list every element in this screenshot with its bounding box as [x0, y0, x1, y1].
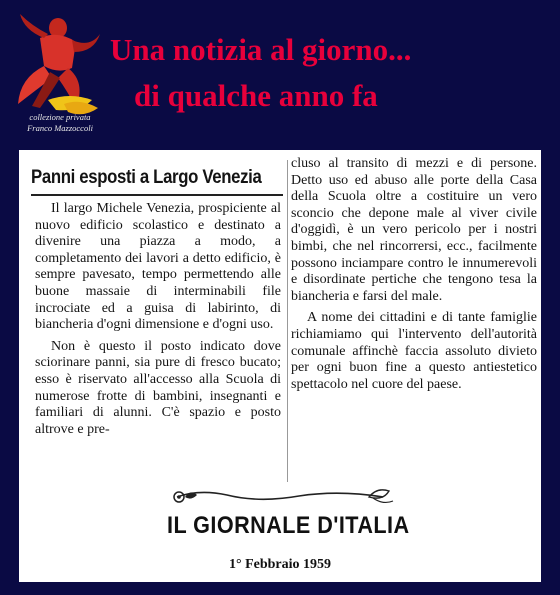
- article-column-2: [291, 156, 537, 393]
- article-title: Panni esposti a Largo Venezia: [31, 166, 262, 188]
- paragraph-1: Il largo Michele Venezia, prospiciente al nuovo edificio scolastico e destinato a divenire una piazza a modo, a completamento dei lavori a detto edificio, è sempre pavesato, tempo permettendo alle buone massaie di interminabili file incrociate ed a guisa di labirinto, di biancheria d'ogni dimensione e d'ogni uso.: [35, 201, 281, 333]
- paragraph-2: Non è questo il posto indicato dove sciorinare panni, sia pure di fresco bucato; esso è riservato all'accesso alla Scuola di numerose frotte di bambini, insegnanti e familiari di alunni. C'è spazio e posto altrove e pre-: [35, 338, 281, 437]
- publication-date: 1° Febbraio 1959: [228, 557, 332, 572]
- article: [31, 156, 535, 486]
- headline-line-2: di qualche anno fa: [134, 78, 378, 113]
- logo-caption: [12, 112, 108, 134]
- caption-line-1: collezione privata: [29, 112, 91, 122]
- article-column-1: [35, 201, 281, 438]
- headline-line-1: Una notizia al giorno...: [110, 32, 412, 67]
- flower-ornament-icon: [169, 483, 399, 509]
- paragraph-4: A nome dei cittadini e di tante famiglie richiamiamo qui l'intervento dell'autorità comunale affinchè faccia assoluto divieto per ogni buon fine a questo antiestetico spettacolo nel cuore del paese.: [291, 310, 537, 392]
- column-divider: [287, 160, 288, 482]
- newspaper-name: IL GIORNALE D'ITALIA: [167, 512, 410, 539]
- title-rule: [31, 194, 283, 196]
- newspaper-clipping: [19, 150, 541, 582]
- paragraph-3: cluso al transito di mezzi e di persone. Detto uso ed abuso alle porte della Casa della Scuola oltre a costituire un vero sconcio che depone male al viver civile d'oggidì, è un vero pericolo per i nostri bimbi, che nel rincorrersi, ecc., facilmente possono inciampare contro le innumerevoli e disordinate pertiche che tengono tesa la biancheria e farsi del male.: [291, 156, 537, 304]
- caption-line-2: Franco Mazzoccoli: [27, 123, 93, 133]
